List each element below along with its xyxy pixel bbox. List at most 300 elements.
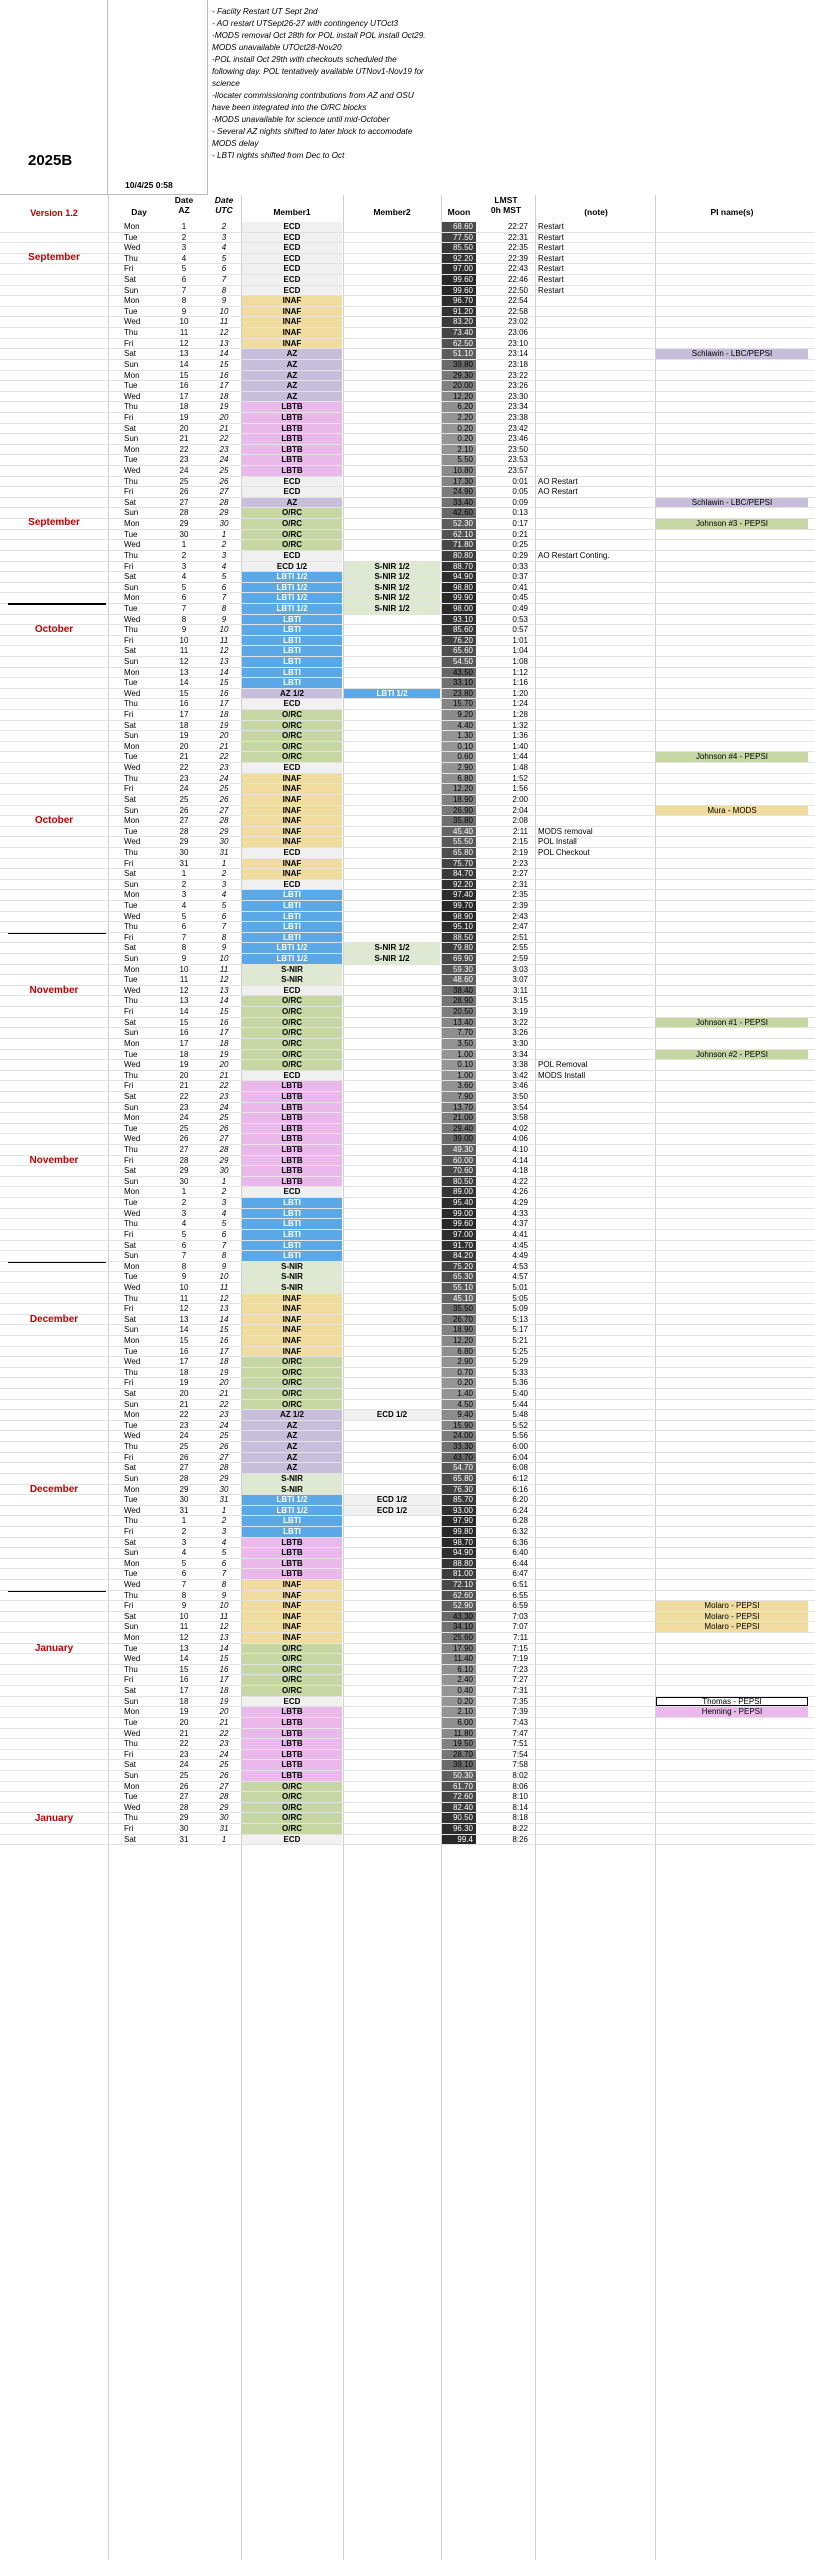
note-cell	[536, 933, 658, 943]
day-cell: Tue	[124, 1272, 138, 1282]
pi-cell	[656, 1357, 808, 1367]
day-cell: Sun	[124, 1176, 139, 1186]
member1-cell: O/RC	[242, 1060, 342, 1070]
moon-cell: 33.40	[442, 498, 476, 508]
member1-cell: LBTB	[242, 413, 342, 423]
date-az-cell: 28	[179, 1473, 189, 1483]
day-cell: Wed	[124, 1505, 141, 1515]
pi-cell	[656, 774, 808, 784]
member1-cell: INAF	[242, 816, 342, 826]
pi-cell	[656, 1103, 808, 1113]
moon-cell: 84.70	[442, 869, 476, 879]
pi-cell	[656, 954, 808, 964]
date-utc-cell: 16	[219, 370, 229, 380]
member1-cell: LBTB	[242, 1166, 342, 1176]
day-cell: Wed	[124, 317, 141, 327]
member1-cell: ECD	[242, 1071, 342, 1081]
day-cell: Fri	[124, 1229, 134, 1239]
table-row	[0, 1548, 815, 1559]
table-row	[0, 901, 815, 912]
note-cell	[536, 1124, 658, 1134]
note-cell	[536, 1304, 658, 1314]
day-cell: Sun	[124, 1770, 139, 1780]
note-line: - LBTI nights shifted from Dec to Oct	[212, 151, 345, 160]
moon-cell: 4.50	[442, 1400, 476, 1410]
lmst-cell: 23:34	[507, 402, 528, 412]
moon-cell: 2.90	[442, 1357, 476, 1367]
member2-cell	[344, 646, 440, 656]
lmst-cell: 2:08	[512, 816, 528, 826]
moon-cell: 33.10	[442, 678, 476, 688]
member1-cell: INAF	[242, 1347, 342, 1357]
day-cell: Wed	[124, 1728, 141, 1738]
member2-cell	[344, 487, 440, 497]
lmst-cell: 0:45	[512, 593, 528, 603]
table-row	[0, 1283, 815, 1294]
member1-cell: LBTI	[242, 912, 342, 922]
moon-cell: 1.00	[442, 1071, 476, 1081]
member1-cell: S-NIR	[242, 1272, 342, 1282]
date-az-cell: 15	[179, 1335, 189, 1345]
pi-cell	[656, 1729, 808, 1739]
day-cell: Sun	[124, 1325, 139, 1335]
pi-cell	[656, 1071, 808, 1081]
member1-cell: LBTB	[242, 445, 342, 455]
note-cell	[536, 1516, 658, 1526]
note-line: - AO restart UTSept26-27 with contingency UTOct3	[212, 19, 399, 28]
day-cell: Wed	[124, 1802, 141, 1812]
day-cell: Wed	[124, 466, 141, 476]
pi-cell	[656, 837, 808, 847]
lmst-cell: 7:35	[512, 1696, 528, 1706]
day-cell: Tue	[124, 975, 138, 985]
member1-cell: O/RC	[242, 1792, 342, 1802]
pi-cell	[656, 1739, 808, 1749]
date-utc-cell: 8	[221, 932, 227, 942]
member1-cell: ECD	[242, 880, 342, 890]
date-utc-cell: 2	[221, 1187, 227, 1197]
note-cell	[536, 1007, 658, 1017]
note-cell	[536, 1750, 658, 1760]
pi-cell	[656, 1792, 808, 1802]
pi-cell	[656, 530, 808, 540]
date-az-cell: 16	[179, 699, 189, 709]
note-cell	[536, 1612, 658, 1622]
date-utc-cell: 17	[219, 699, 229, 709]
day-cell: Fri	[124, 784, 134, 794]
date-az-cell: 8	[181, 1590, 187, 1600]
date-utc-cell: 30	[219, 837, 229, 847]
day-cell: Tue	[124, 1495, 138, 1505]
month-divider	[8, 1262, 106, 1264]
moon-cell: 13.40	[442, 1018, 476, 1028]
member2-cell	[344, 678, 440, 688]
date-az-cell: 29	[179, 1166, 189, 1176]
lmst-cell: 4:18	[512, 1166, 528, 1176]
member2-cell	[344, 551, 440, 561]
month-label: January	[34, 1813, 74, 1824]
date-az-cell: 8	[181, 1261, 187, 1271]
member1-cell: LBTB	[242, 1707, 342, 1717]
pi-cell	[656, 222, 808, 232]
date-utc-cell: 22	[219, 1728, 229, 1738]
pi-cell	[656, 731, 808, 741]
date-utc-cell: 9	[221, 614, 227, 624]
date-az-cell: 30	[179, 1176, 189, 1186]
date-utc-cell: 21	[219, 423, 229, 433]
note-cell	[536, 869, 658, 879]
note-cell	[536, 1241, 658, 1251]
moon-cell: 99.60	[442, 286, 476, 296]
moon-cell: 73.40	[442, 328, 476, 338]
member1-cell: INAF	[242, 1336, 342, 1346]
lmst-cell: 7:23	[512, 1664, 528, 1674]
moon-cell: 99.90	[442, 593, 476, 603]
date-utc-cell: 20	[219, 1378, 229, 1388]
moon-cell: 34.10	[442, 1622, 476, 1632]
day-cell: Thu	[124, 847, 138, 857]
date-az-cell: 5	[181, 1229, 187, 1239]
date-az-cell: 19	[179, 1378, 189, 1388]
month-label: October	[34, 623, 74, 635]
member2-cell	[344, 1039, 440, 1049]
member2-cell	[344, 434, 440, 444]
table-row	[0, 275, 815, 286]
date-utc-cell: 7	[221, 275, 227, 285]
member2-cell	[344, 1304, 440, 1314]
lmst-cell: 6:16	[512, 1484, 528, 1494]
table-row	[0, 678, 815, 689]
lmst-cell: 22:54	[507, 296, 528, 306]
note-cell	[536, 1538, 658, 1548]
date-utc-cell: 29	[219, 1802, 229, 1812]
date-az-cell: 13	[179, 667, 189, 677]
table-row	[0, 1251, 815, 1262]
member1-cell: INAF	[242, 1591, 342, 1601]
member1-cell: ECD	[242, 233, 342, 243]
lmst-cell: 3:38	[512, 1060, 528, 1070]
date-az-cell: 25	[179, 794, 189, 804]
member2-cell	[344, 371, 440, 381]
lmst-cell: 22:27	[507, 222, 528, 231]
date-utc-cell: 12	[219, 328, 229, 338]
note-cell	[536, 1506, 658, 1516]
member1-cell: INAF	[242, 784, 342, 794]
lmst-cell: 3:58	[512, 1113, 528, 1123]
note-cell	[536, 371, 658, 381]
note-cell	[536, 540, 658, 550]
note-cell: Restart	[538, 275, 564, 285]
pi-cell	[656, 339, 808, 349]
member2-cell	[344, 1325, 440, 1335]
member1-cell: AZ 1/2	[242, 1410, 342, 1420]
day-cell: Thu	[124, 1442, 138, 1452]
lmst-cell: 6:40	[512, 1548, 528, 1558]
day-cell: Fri	[124, 1304, 134, 1314]
day-cell: Tue	[124, 529, 138, 539]
lmst-cell: 22:31	[507, 232, 528, 242]
lmst-cell: 3:26	[512, 1028, 528, 1038]
table-row	[0, 986, 815, 997]
member1-cell: ECD 1/2	[242, 562, 342, 572]
moon-cell: 55.50	[442, 837, 476, 847]
moon-cell: 85.50	[442, 243, 476, 253]
moon-cell: 5.50	[442, 455, 476, 465]
member1-cell: ECD	[242, 477, 342, 487]
member2-cell	[344, 1251, 440, 1261]
date-utc-cell: 18	[219, 1686, 229, 1696]
lmst-cell: 8:26	[512, 1834, 528, 1844]
date-az-cell: 12	[179, 1304, 189, 1314]
date-az-cell: 16	[179, 1675, 189, 1685]
date-utc-cell: 26	[219, 794, 229, 804]
pi-cell	[656, 1251, 808, 1261]
member2-cell	[344, 1431, 440, 1441]
date-utc-cell: 24	[219, 1749, 229, 1759]
member2-cell	[344, 1336, 440, 1346]
date-az-cell: 3	[181, 890, 187, 900]
pi-cell	[656, 668, 808, 678]
note-cell	[536, 1697, 658, 1707]
pi-cell	[656, 371, 808, 381]
lmst-cell: 5:29	[512, 1357, 528, 1367]
lmst-cell: 6:32	[512, 1526, 528, 1536]
moon-cell: 7.70	[442, 1028, 476, 1038]
moon-cell: 6.20	[442, 402, 476, 412]
member1-cell: LBTI	[242, 1209, 342, 1219]
member1-cell: LBTI	[242, 668, 342, 678]
date-utc-cell: 6	[221, 264, 227, 274]
table-row	[0, 1803, 815, 1814]
date-az-cell: 17	[179, 391, 189, 401]
date-utc-cell: 30	[219, 1813, 229, 1823]
member2-cell	[344, 763, 440, 773]
member2-cell	[344, 668, 440, 678]
date-utc-cell: 4	[221, 1208, 227, 1218]
moon-cell: 97.90	[442, 1516, 476, 1526]
member1-cell: LBTI	[242, 1219, 342, 1229]
pi-cell	[656, 487, 808, 497]
member2-cell	[344, 1092, 440, 1102]
table-row	[0, 424, 815, 435]
note-cell	[536, 752, 658, 762]
moon-cell: 99.4	[442, 1835, 476, 1845]
table-row	[0, 1729, 815, 1740]
date-utc-cell: 8	[221, 603, 227, 613]
note-cell	[536, 1410, 658, 1420]
lmst-cell: 0:01	[512, 476, 528, 486]
member2-cell	[344, 869, 440, 879]
moon-cell: 65.60	[442, 646, 476, 656]
table-row	[0, 1559, 815, 1570]
member1-cell: INAF	[242, 1612, 342, 1622]
member1-cell: AZ	[242, 1421, 342, 1431]
lmst-cell: 4:10	[512, 1145, 528, 1155]
lmst-cell: 0:21	[512, 529, 528, 539]
member1-cell: O/RC	[242, 1378, 342, 1388]
table-row	[0, 1071, 815, 1082]
date-utc-cell: 16	[219, 688, 229, 698]
day-cell: Wed	[124, 763, 141, 773]
pi-cell	[656, 657, 808, 667]
date-az-cell: 3	[181, 1537, 187, 1547]
member2-cell	[344, 233, 440, 243]
pi-cell	[656, 965, 808, 975]
moon-cell: 94.90	[442, 572, 476, 582]
moon-cell: 69.90	[442, 954, 476, 964]
pi-cell	[656, 1145, 808, 1155]
day-cell: Tue	[124, 901, 138, 910]
moon-cell: 7.90	[442, 1092, 476, 1102]
member1-cell: O/RC	[242, 540, 342, 550]
moon-cell: 76.20	[442, 636, 476, 646]
day-cell: Mon	[124, 444, 140, 454]
note-cell	[536, 434, 658, 444]
member1-cell: ECD	[242, 275, 342, 285]
day-cell: Sun	[124, 879, 139, 889]
lmst-cell: 5:13	[512, 1314, 528, 1324]
lmst-cell: 3:22	[512, 1017, 528, 1027]
month-label: December	[29, 1313, 79, 1325]
day-cell: Sun	[124, 656, 139, 666]
lmst-cell: 4:22	[512, 1176, 528, 1186]
date-az-cell: 5	[181, 911, 187, 921]
table-row	[0, 551, 815, 562]
lmst-cell: 23:18	[507, 359, 528, 369]
date-utc-cell: 7	[221, 1569, 227, 1579]
date-az-cell: 7	[181, 1251, 187, 1261]
member2-cell	[344, 784, 440, 794]
table-row	[0, 1018, 815, 1029]
lmst-cell: 2:55	[512, 943, 528, 953]
note-cell	[536, 1039, 658, 1049]
pi-cell	[656, 445, 808, 455]
table-row	[0, 1665, 815, 1676]
note-cell	[536, 1633, 658, 1643]
member1-cell: O/RC	[242, 519, 342, 529]
note-cell: AO Restart	[538, 476, 578, 486]
lmst-cell: 1:20	[512, 688, 528, 698]
table-row	[0, 636, 815, 647]
moon-cell: 12.20	[442, 784, 476, 794]
moon-cell: 99.80	[442, 1527, 476, 1537]
member1-cell: INAF	[242, 307, 342, 317]
pi-cell	[656, 604, 808, 614]
date-utc-cell: 25	[219, 1760, 229, 1770]
member2-cell	[344, 455, 440, 465]
pi-cell: Johnson #3 - PEPSI	[656, 519, 808, 529]
pi-cell	[656, 1347, 808, 1357]
semester-cell	[0, 0, 108, 195]
table-row	[0, 1813, 815, 1824]
lmst-cell: 22:43	[507, 264, 528, 274]
note-line: -MODS removal Oct 28th for POL install POL install Oct29.	[212, 31, 426, 40]
pi-cell	[656, 1230, 808, 1240]
member1-cell: ECD	[242, 222, 342, 232]
note-cell	[536, 689, 658, 699]
table-row	[0, 774, 815, 785]
date-utc-cell: 20	[219, 1707, 229, 1717]
date-utc-cell: 15	[219, 678, 229, 688]
member2-cell: S-NIR 1/2	[344, 583, 440, 593]
pi-cell	[656, 1304, 808, 1314]
lmst-cell: 2:19	[512, 847, 528, 857]
date-stamp: 10/4/25 0:58	[125, 180, 173, 190]
member1-cell: ECD	[242, 254, 342, 264]
date-az-cell: 13	[179, 1643, 189, 1653]
member2-cell	[344, 1803, 440, 1813]
day-cell: Fri	[124, 635, 134, 645]
day-cell: Sat	[124, 646, 137, 656]
lmst-cell: 2:04	[512, 805, 528, 815]
member2-cell	[344, 424, 440, 434]
moon-cell: 18.90	[442, 1325, 476, 1335]
member1-cell: AZ	[242, 360, 342, 370]
lmst-cell: 1:36	[512, 731, 528, 741]
member1-cell: O/RC	[242, 1675, 342, 1685]
date-az-cell: 30	[179, 847, 189, 857]
member2-cell	[344, 721, 440, 731]
moon-cell: 65.30	[442, 1272, 476, 1282]
table-row	[0, 1506, 815, 1517]
moon-cell: 91.70	[442, 1241, 476, 1251]
lmst-cell: 3:03	[512, 964, 528, 974]
day-cell: Sat	[124, 349, 137, 359]
table-row	[0, 1294, 815, 1305]
member2-cell	[344, 1198, 440, 1208]
moon-cell: 75.70	[442, 859, 476, 869]
note-cell	[536, 1718, 658, 1728]
date-az-cell: 23	[179, 1102, 189, 1112]
table-row	[0, 445, 815, 456]
lmst-cell: 6:12	[512, 1473, 528, 1483]
month-divider	[8, 603, 106, 605]
lmst-cell: 22:50	[507, 285, 528, 295]
table-row	[0, 1421, 815, 1432]
day-cell: Thu	[124, 1590, 138, 1600]
member1-cell: O/RC	[242, 1665, 342, 1675]
moon-cell: 80.80	[442, 551, 476, 561]
member2-cell	[344, 1145, 440, 1155]
day-cell: Tue	[124, 678, 138, 688]
pi-cell: Thomas - PEPSI	[656, 1697, 808, 1707]
member1-cell: LBTB	[242, 1124, 342, 1134]
pi-cell	[656, 986, 808, 996]
header-member1: Member1	[273, 207, 311, 217]
pi-cell	[656, 1368, 808, 1378]
day-cell: Wed	[124, 243, 141, 253]
day-cell: Mon	[124, 1261, 140, 1271]
note-cell	[536, 1166, 658, 1176]
member1-cell: LBTI	[242, 1251, 342, 1261]
moon-cell: 68.60	[442, 222, 476, 232]
note-cell	[536, 1050, 658, 1060]
lmst-cell: 22:58	[507, 306, 528, 316]
date-utc-cell: 7	[221, 1240, 227, 1250]
moon-cell: 54.70	[442, 1463, 476, 1473]
moon-cell: 26.70	[442, 1315, 476, 1325]
lmst-cell: 8:14	[512, 1802, 528, 1812]
date-az-cell: 29	[179, 837, 189, 847]
member2-cell	[344, 625, 440, 635]
date-utc-cell: 2	[221, 1516, 227, 1526]
date-az-cell: 6	[181, 922, 187, 932]
member2-cell	[344, 1442, 440, 1452]
member2-cell	[344, 1378, 440, 1388]
header-note: (note)	[584, 207, 608, 217]
date-az-cell: 6	[181, 275, 187, 285]
lmst-cell: 23:14	[507, 349, 528, 359]
